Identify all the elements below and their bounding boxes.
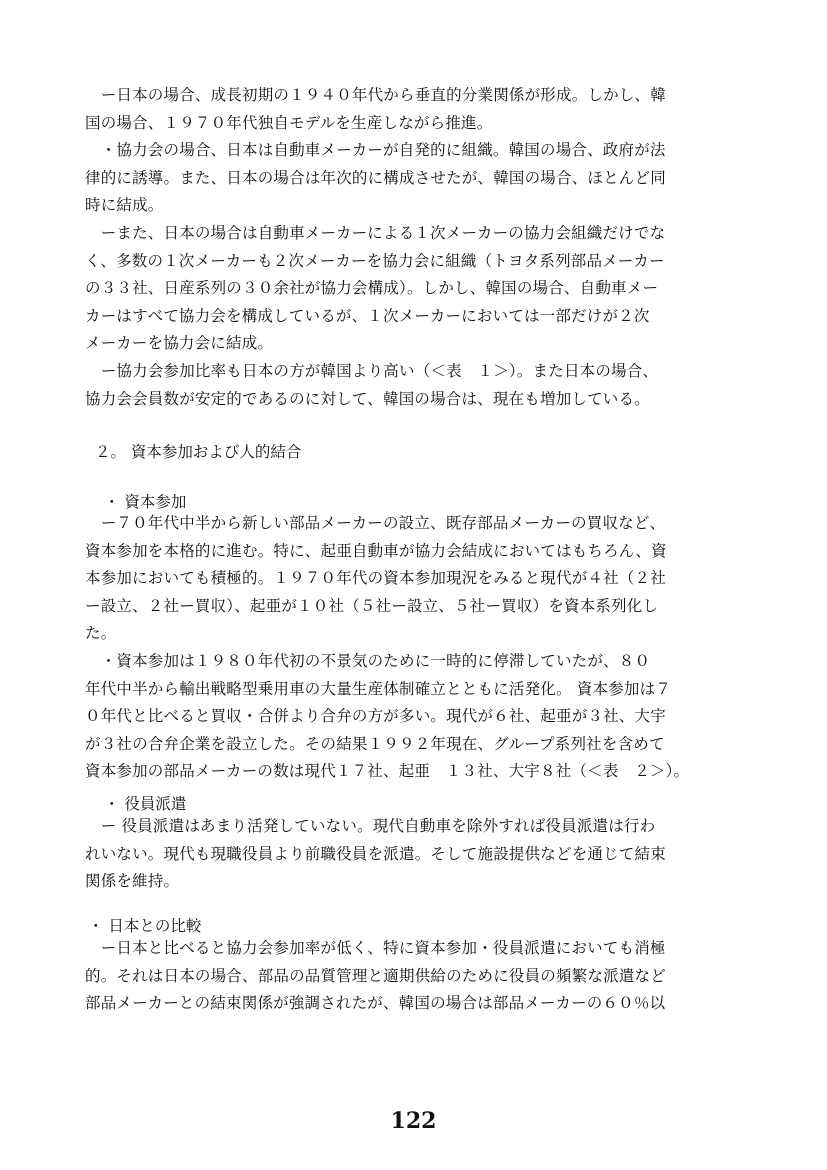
text-line: ーまた、日本の場合は自動車メーカーによる１次メーカーの協力会組織だけでな [85,223,666,242]
dispatch-body [85,813,725,896]
text-line: 国の場合、１９７０年代独自モデルを生産しながら推進。 [85,113,493,132]
text-line: ー 役員派遣はあまり活発していない。現代自動車を除外すれば役員派遣は行わ [85,817,656,835]
capital-body [85,510,725,786]
text-line: が３社の合弁企業を設立した。その結果１９９２年現在、グループ系列社を含めて [85,734,665,753]
comparison-body [85,935,725,1018]
text-line: ー設立、２社ー買収）、起亜が１０社（５社ー設立、５社ー買収）を資本系列化し [85,596,659,615]
text-line: 律的に誘導。また、日本の場合は年次的に構成させたが、韓国の場合、ほとんど同 [85,168,666,187]
text-line: 協力会会員数が安定的であるのに対して、韓国の場合は、現在も増加している。 [85,389,650,408]
text-line: 資本参加の部品メーカーの数は現代１７社、起亜 １３社、大宇８社（＜表 ２＞）。 [85,762,690,781]
text-line: ー７０年代中半から新しい部品メーカーの設立、既存部品メーカーの買収など、 [85,514,666,532]
comparison-heading: ・ 日本との比較 [88,917,202,935]
text-line: の３３社、日産系列の３０余社が協力会構成）。しかし、韓国の場合、自動車メー [85,279,659,298]
text-line: れいない。現代も現職役員より前職役員を派遣。そして施設提供などを通じて結束 [85,844,666,863]
text-line: ー日本と比べると協力会参加率が低く、特に資本参加・役員派遣においても消極 [85,939,666,957]
text-line: 関係を維持。 [85,872,180,891]
text-line: ー協力会参加比率も日本の方が韓国より高い（＜表 １＞）。また日本の場合、 [85,361,659,380]
text-line: ー日本の場合、成長初期の１９４０年代から垂直的分業関係が形成。しかし、韓 [85,86,666,104]
section1-body [85,82,725,413]
text-line: 年代中半から輸出戦略型乗用車の大量生産体制確立とともに活発化。 資本参加は７ [85,679,672,698]
text-line: 部品メーカーとの結束関係が強調されたが、韓国の場合は部品メーカーの６０％以 [85,994,666,1013]
text-line: ０年代と比べると買収・合併より合弁の方が多い。現代が６社、起亜が３社、大宇 [85,707,666,726]
text-line: 本参加においても積極的。１９７０年代の資本参加現況をみると現代が４社（２社 [85,569,666,588]
capital-heading: ・ 資本参加 [104,493,187,511]
dispatch-heading: ・ 役員派遣 [104,795,187,813]
text-line: く、多数の１次メーカーも２次メーカーを協力会に組織（トヨタ系列部品メーカー [85,251,665,270]
text-line: た。 [85,624,117,643]
section2-heading: ２。 資本参加および人的結合 [95,443,302,461]
text-line: ・資本参加は１９８０年代初の不景気のために一時的に停滞していたが、８０ [85,651,651,670]
text-line: 的。それは日本の場合、部品の品質管理と適期供給のために役員の頻繁な派遣など [85,966,666,985]
page-number: 122 [390,1108,437,1134]
text-line: ・協力会の場合、日本は自動車メーカーが自発的に組織。韓国の場合、政府が法 [85,141,666,160]
text-line: メーカーを協力会に結成。 [85,334,274,353]
text-line: 時に結成。 [85,196,164,215]
text-line: カーはすべて協力会を構成しているが、１次メーカーにおいては一部だけが２次 [85,306,650,325]
text-line: 資本参加を本格的に進む。特に、起亜自動車が協力会結成においてはもちろん、資 [85,541,667,560]
